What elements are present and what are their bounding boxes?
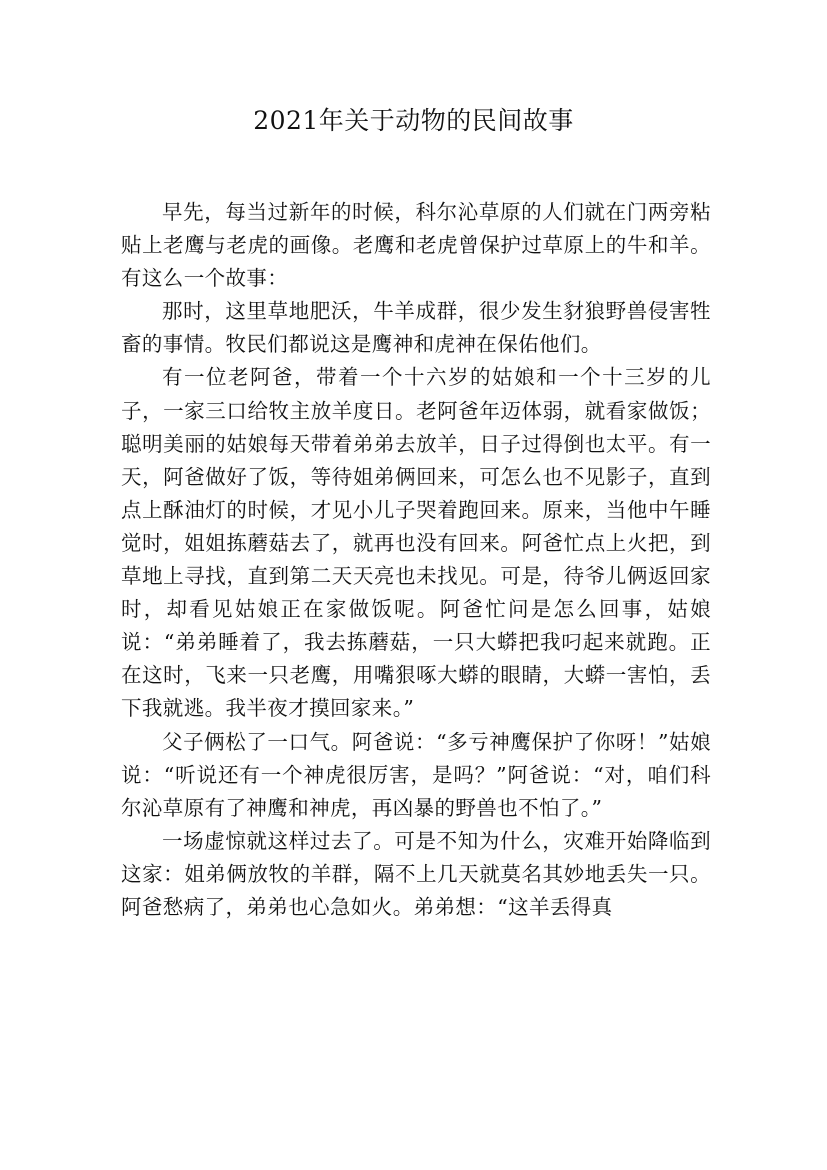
paragraph-2: 那时，这里草地肥沃，牛羊成群，很少发生豺狼野兽侵害牲畜的事情。牧民们都说这是鹰神和虎神在保佑他们。 — [121, 299, 711, 357]
document-title: 2021年关于动物的民间故事 — [253, 106, 574, 135]
paragraph-5: 一场虚惊就这样过去了。可是不知为什么，灾难开始降临到这家：姐弟俩放牧的羊群，隔不上几天就莫名其妙地丢失一只。阿爸愁病了，弟弟也心急如火。弟弟想：“这羊丢得真 — [121, 828, 711, 919]
paragraph-4: 父子俩松了一口气。阿爸说：“多亏神鹰保护了你呀！”姑娘说：“听说还有一个神虎很厉害，是吗？”阿爸说：“对，咱们科尔沁草原有了神鹰和神虎，再凶暴的野兽也不怕了。” — [121, 729, 711, 820]
paragraph-3: 有一位老阿爸，带着一个十六岁的姑娘和一个十三岁的儿子，一家三口给牧主放羊度日。老阿爸年迈体弱，就看家做饭；聪明美丽的姑娘每天带着弟弟去放羊，日子过得倒也太平。有一天，阿爸做好了饭，等待姐弟俩回来，可怎么也不见影子，直到点上酥油灯的时候，才见小儿子哭着跑回来。原来，当他中午睡觉时，姐姐拣蘑菇去了，就再也没有回来。阿爸忙点上火把，到草地上寻找，直到第二天天亮也未找见。可是，待爷儿俩返回家时，却看见姑娘正在家做饭呢。阿爸忙问是怎么回事，姑娘说：“弟弟睡着了，我去拣蘑菇，一只大蟒把我叼起来就跑。正在这时，飞来一只老鹰，用嘴狠啄大蟒的眼睛，大蟒一害怕，丢下我就逃。我半夜才摸回家来。” — [121, 365, 711, 721]
document-body — [121, 196, 711, 924]
paragraph-1: 早先，每当过新年的时候，科尔沁草原的人们就在门两旁粘贴上老鹰与老虎的画像。老鹰和老虎曾保护过草原上的牛和羊。有这么一个故事： — [121, 200, 711, 291]
